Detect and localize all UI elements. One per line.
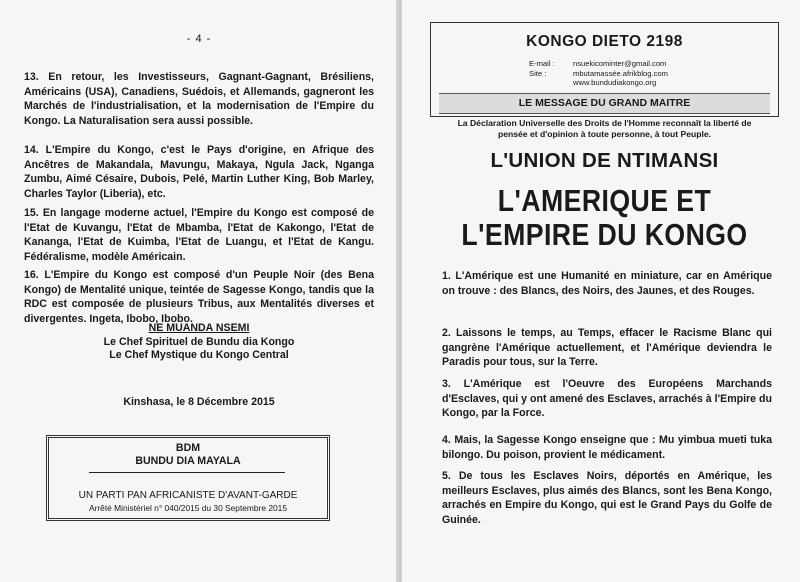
site-label: Site :	[529, 68, 547, 78]
article-paragraph-1: 1. L'Amérique est une Humanité en miniature, car en Amérique on trouve : des Blancs, des Noirs, des Jaunes, et des Rouges.	[442, 270, 772, 297]
right-page	[402, 0, 800, 582]
bdm-divider	[89, 472, 285, 473]
email-value: nsuekicominter@gmail.com	[573, 59, 667, 68]
email-label: E-mail :	[529, 59, 555, 68]
paragraph-15: 15. En langage moderne actuel, l'Empire du Kongo est composé de l'Etat de Kuvangu, l'Etat de Mbamba, l'Etat de Kakongo, l'Etat de Kananga, l'Etat de Kuimba, l'Etat de Luangu, et l'Etat de Kangu. Fédéralisme, modèle Américain.	[24, 207, 374, 263]
headline-line-2: L'EMPIRE DU KONGO	[461, 217, 748, 252]
paragraph-14: 14. L'Empire du Kongo, c'est le Pays d'origine, en Afrique des Ancêtres de Makandala, Mavungu, Makaya, Ngula Jack, Nganga Zumbu, Aimé Césaire, Dubois, Pelé, Martin Luther King, Bob Marley, Charles Taylor (Liberia), etc.	[24, 144, 374, 200]
contact-info	[529, 59, 769, 88]
headline-line-1: L'AMERIQUE ET	[497, 183, 712, 218]
contact-email-row	[529, 59, 769, 69]
article-subtitle: L'UNION DE NTIMANSI	[490, 149, 719, 172]
signature-name: NE MUANDA NSEMI	[148, 322, 250, 334]
paragraph-16: 16. L'Empire du Kongo est composé d'un Peuple Noir (des Bena Kongo) de Mentalité unique, teintée de Sagesse Kongo, tandis que la RDC est composée de plusieurs Tribus, aux Mentalités diverses et divergentes. Ingeta, Ibobo, Ibobo.	[24, 269, 374, 325]
bdm-decree: Arrêté Ministériel n° 040/2015 du 30 Septembre 2015	[89, 503, 287, 513]
site-value-1: mbutamassée.afrikblog.com	[573, 68, 668, 78]
place-date: Kinshasa, le 8 Décembre 2015	[123, 396, 275, 408]
signature-title-spiritual: Le Chef Spirituel de Bundu dia Kongo	[103, 335, 295, 348]
bdm-name: BUNDU DIA MAYALA	[135, 455, 241, 467]
bdm-abbr: BDM	[175, 442, 201, 454]
paragraph-13: 13. En retour, les Investisseurs, Gagnant-Gagnant, Brésiliens, Américains (USA), Canadiens, Suédois, et Allemands, gagneront les Marchés de l'industrialisation, et la modernisation de l'Empire du Kongo. La Naturalisation sera aussi possible.	[24, 71, 374, 127]
bdm-heading	[49, 442, 327, 468]
bdm-party-tagline: UN PARTI PAN AFRICANISTE D'AVANT-GARDE	[78, 490, 298, 501]
contact-site-row-2	[529, 78, 769, 88]
article-paragraph-2: 2. Laissons le temps, au Temps, effacer le Racisme Blanc qui gangrène l'Amérique actuellement, et l'Amérique deviendra le Paradis pour tous, sur la Terre.	[442, 327, 772, 368]
masthead-box	[430, 22, 779, 117]
article-paragraph-3: 3. L'Amérique est l'Oeuvre des Européens Marchands d'Esclaves, qui y ont amené des Esclaves, arrachés à l'Empire du Kongo, par la Force.	[442, 378, 772, 419]
site-value-2: www.bundudiakongo.org	[573, 78, 657, 88]
left-page	[0, 0, 398, 582]
signature-block	[24, 322, 374, 363]
declaration-text: La Déclaration Universelle des Droits de l'Homme reconnaît la liberté de pensée et d'opinion à toute personne, à tout Peuple.	[457, 118, 752, 139]
article-headline	[454, 184, 754, 252]
signature-title-mystic: Le Chef Mystique du Kongo Central	[109, 349, 289, 361]
contact-site-row	[529, 69, 769, 79]
article-paragraph-5: 5. De tous les Esclaves Noirs, déportés en Amérique, les meilleurs Esclaves, plus aimés des Blancs, sont les Bena Kongo, arrachés en Empire du Kongo, qui est le Grand Pays du Golfe de Guinée.	[442, 470, 772, 526]
bdm-party-box	[46, 435, 330, 521]
journal-title: KONGO DIETO 2198	[526, 33, 683, 50]
page-number: - 4 -	[186, 33, 212, 45]
section-band: LE MESSAGE DU GRAND MAITRE	[439, 93, 770, 114]
article-paragraph-4: 4. Mais, la Sagesse Kongo enseigne que : Mu yimbua mueti tuka bilongo. Du poison, provient le médicament.	[442, 434, 772, 461]
